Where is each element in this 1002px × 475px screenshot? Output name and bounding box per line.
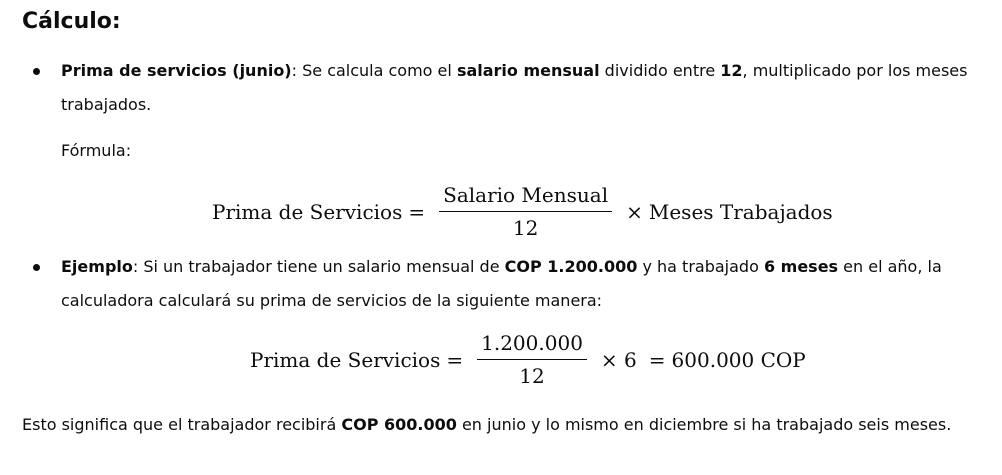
fraction-denominator: 12 <box>519 364 545 388</box>
formula-label: Fórmula: <box>61 141 132 160</box>
formula-lhs: Prima de Servicios <box>212 199 403 224</box>
equals-sign: = <box>408 199 426 224</box>
bullet-prima-servicios <box>61 54 976 122</box>
bullet-text: : Si un trabajador tiene un salario mensual de <box>132 257 505 276</box>
fraction <box>477 330 587 389</box>
bullet-text: y ha trabajado <box>637 257 764 276</box>
bold-text: 6 meses <box>763 257 839 276</box>
conclusion-text: Esto significa que el trabajador recibirá <box>22 415 342 434</box>
bullet-ejemplo <box>61 250 976 318</box>
formula-lhs: Prima de Servicios <box>250 347 441 372</box>
fraction <box>439 182 612 241</box>
fraction-denominator: 12 <box>512 216 539 240</box>
bullet-dot-1 <box>33 68 40 75</box>
bold-text: salario mensual <box>456 61 600 80</box>
fraction-numerator: Salario Mensual <box>439 182 612 212</box>
equals-sign: = <box>446 347 464 372</box>
formula-prima-servicios <box>212 182 833 241</box>
conclusion-paragraph <box>22 408 982 442</box>
formula-ejemplo <box>250 330 806 389</box>
times-sign: × <box>626 199 643 224</box>
fraction-numerator: 1.200.000 <box>477 330 587 360</box>
bullet-text: : Se calcula como el <box>291 61 457 80</box>
bold-text: COP 1.200.000 <box>504 257 638 276</box>
bold-text: 12 <box>720 61 743 80</box>
bold-text: COP 600.000 <box>341 415 457 434</box>
bullet-text: en el año, la calculadora calculará su prima de servicios de la siguiente manera: <box>61 257 942 310</box>
times-sign: × 6 <box>600 347 637 372</box>
bullet-term: Prima de servicios (junio) <box>61 61 292 80</box>
bullet-text: dividido entre <box>599 61 721 80</box>
bullet-dot-2 <box>33 264 40 271</box>
equals-sign: = <box>648 347 666 372</box>
conclusion-text: en junio y lo mismo en diciembre si ha trabajado seis meses. <box>456 415 952 434</box>
section-heading: Cálculo: <box>22 9 121 34</box>
formula-rhs: Meses Trabajados <box>648 199 833 224</box>
bullet-term: Ejemplo <box>61 257 133 276</box>
formula-result: 600.000 COP <box>671 347 806 372</box>
bullet-text: , multiplicado por los meses trabajados. <box>61 61 968 114</box>
